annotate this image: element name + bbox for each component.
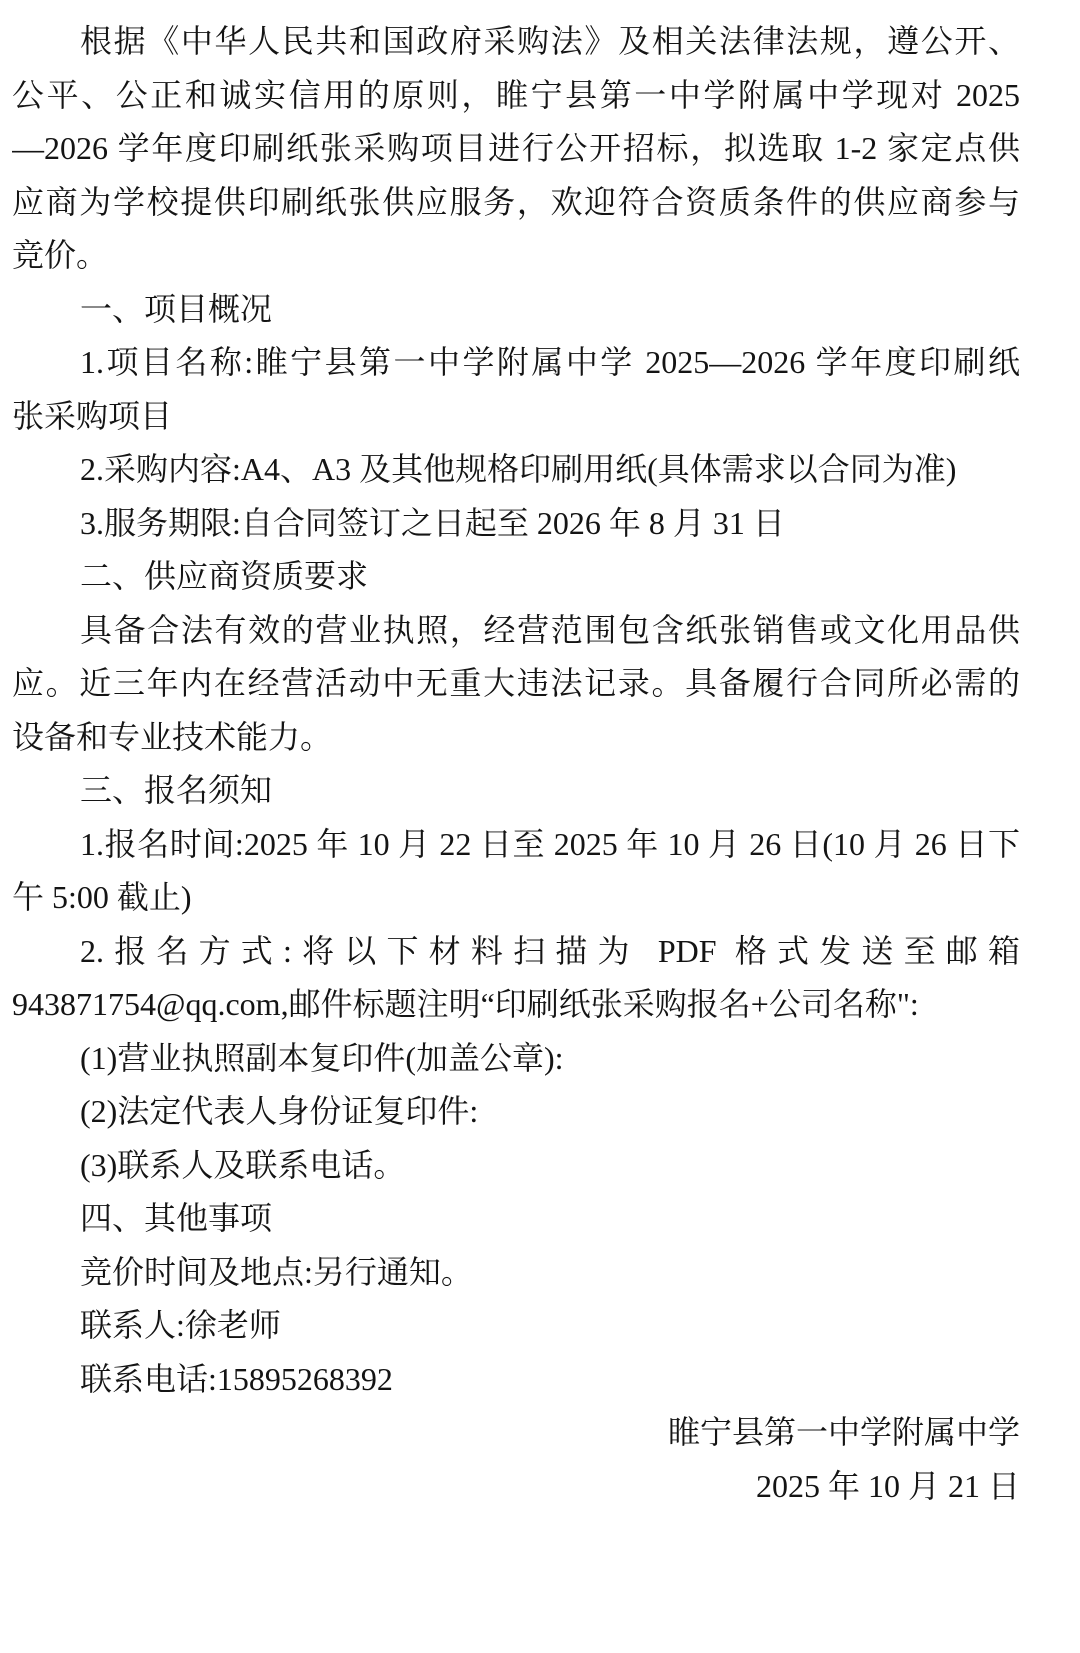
qualifications-line: 具备合法有效的营业执照，经营范围包含纸张销售或文化用品供 — [80, 611, 1020, 648]
intro-line: 竞价。 — [12, 237, 109, 273]
section-heading: 一、项目概况 — [80, 290, 273, 327]
procurement-content: 2.采购内容:A4、A3 及其他规格印刷用纸(具体需求以合同为准) — [80, 451, 957, 487]
intro-line: 公平、公正和诚实信用的原则，睢宁县第一中学附属中学现对 2025 — [12, 76, 1020, 113]
intro-line: 根据《中华人民共和国政府采购法》及相关法律法规，遵公开、 — [80, 23, 1020, 59]
required-material-item: (2)法定代表人身份证复印件: — [80, 1093, 479, 1129]
section-heading: 四、其他事项 — [80, 1200, 273, 1236]
registration-email-line: 943871754@qq.com,邮件标题注明“印刷纸张采购报名+公司名称": — [12, 986, 919, 1022]
registration-time-line: 午 5:00 截止) — [12, 879, 192, 915]
registration-time-line: 1.报名时间:2025 年 10 月 22 日至 2025 年 10 月 26 日(10 月 26 日下 — [80, 825, 1020, 862]
signing-organization: 睢宁县第一中学附属中学 — [667, 1414, 1020, 1450]
contact-phone: 联系电话:15895268392 — [80, 1360, 393, 1397]
section-other-matters — [0, 1192, 1080, 1406]
project-name-line: 1.项目名称:睢宁县第一中学附属中学 2025—2026 学年度印刷纸 — [80, 344, 1020, 380]
section-heading: 三、报名须知 — [80, 772, 273, 808]
intro-paragraph — [0, 15, 1080, 283]
section-supplier-qualifications — [0, 550, 1080, 764]
signing-date: 2025 年 10 月 21 日 — [755, 1467, 1020, 1504]
section-heading: 二、供应商资质要求 — [80, 558, 369, 594]
qualifications-line: 设备和专业技术能力。 — [12, 718, 333, 755]
section-registration — [0, 764, 1080, 1192]
bidding-notice: 竞价时间及地点:另行通知。 — [80, 1253, 473, 1290]
project-name-line: 张采购项目 — [12, 397, 173, 434]
intro-line: —2026 学年度印刷纸张采购项目进行公开招标，拟选取 1-2 家定点供 — [12, 130, 1020, 166]
qualifications-line: 应。近三年内在经营活动中无重大违法记录。具备履行合同所必需的 — [12, 665, 1020, 701]
intro-line: 应商为学校提供印刷纸张供应服务，欢迎符合资质条件的供应商参与 — [12, 183, 1020, 220]
service-period: 3.服务期限:自合同签订之日起至 2026 年 8 月 31 日 — [80, 504, 785, 541]
contact-person: 联系人:徐老师 — [80, 1307, 281, 1343]
section-project-overview — [0, 283, 1080, 551]
registration-method-line: 2.报名方式:将以下材料扫描为 PDF 格式发送至邮箱 — [80, 932, 1020, 969]
signature-block — [0, 1406, 1080, 1513]
required-material-item: (1)营业执照副本复印件(加盖公章): — [80, 1039, 564, 1076]
required-material-item: (3)联系人及联系电话。 — [80, 1146, 406, 1183]
